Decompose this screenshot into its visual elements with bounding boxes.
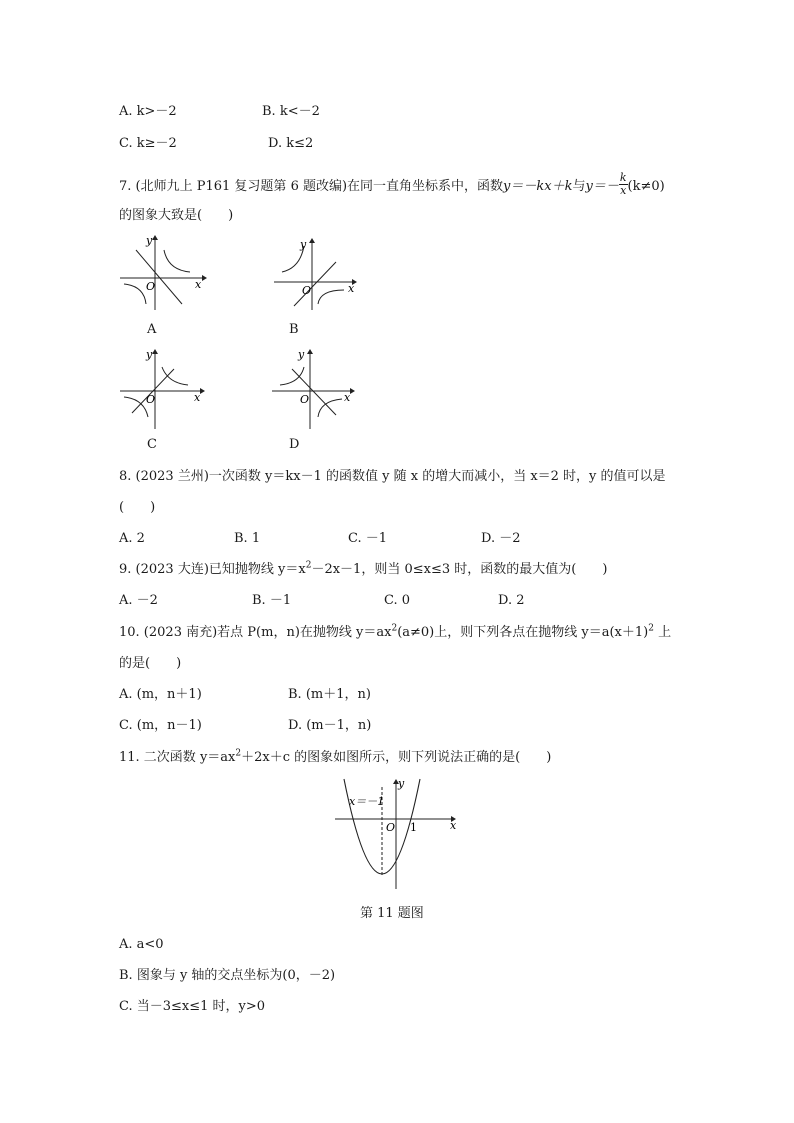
q7-a-y-label: y	[146, 234, 153, 247]
q8-option-d: D. －2	[481, 531, 521, 546]
q6-option-b: B. k<－2	[262, 104, 320, 119]
q7-fraction	[619, 172, 628, 197]
q7-cond: (k≠0)	[627, 179, 665, 194]
q6-option-d: D. k≤2	[268, 136, 314, 151]
q10-stem	[119, 625, 671, 641]
q9-stem-a: 9. (2023 大连)已知抛物线 y＝x	[119, 562, 306, 577]
q7-c-x-label: x	[194, 391, 201, 404]
q10-sup1: 2	[391, 623, 398, 634]
q11-stem-b: ＋2x＋c 的图象如图所示，则下列说法正确的是( )	[241, 750, 552, 765]
q9-option-c: C. 0	[384, 593, 411, 608]
q7-caption-c: C	[147, 437, 157, 452]
q7-c-hyperbola-upper	[162, 367, 188, 385]
q10-option-d: D. (m－1，n)	[288, 718, 372, 733]
q7-graph-b	[272, 232, 362, 312]
q6-option-c: C. k≥－2	[119, 136, 177, 151]
q7-b-hyperbola-lower	[318, 290, 344, 304]
q8-option-b: B. 1	[234, 531, 261, 546]
q9-sup: 2	[305, 560, 312, 571]
q8-option-a: A. 2	[119, 531, 145, 546]
q11-y-label: y	[398, 777, 405, 790]
q7-caption-d: D	[289, 437, 300, 452]
q7-a-origin: O	[146, 280, 156, 293]
q7-graph-d	[270, 345, 360, 430]
q10-stem-a: 10. (2023 南充)若点 P(m，n)在抛物线 y＝ax	[119, 625, 392, 640]
q8-option-c: C. －1	[348, 531, 388, 546]
q8-stem: 8. (2023 兰州)一次函数 y＝kx－1 的函数值 y 随 x 的增大而减小，当 x＝2 时，y 的值可以是	[119, 469, 666, 484]
q10-stem-c: 上	[653, 625, 672, 640]
q7-caption-b: B	[289, 322, 299, 337]
q11-origin: O	[386, 821, 396, 834]
q10-stem-b: (a≠0)上，则下列各点在抛物线 y＝a(x＋1)	[397, 625, 649, 640]
q11-option-a: A. a<0	[119, 937, 164, 952]
q9-stem-b: －2x－1，则当 0≤x≤3 时，函数的最大值为( )	[311, 562, 608, 577]
q7-a-line	[136, 250, 182, 304]
q7-b-x-label: x	[348, 282, 355, 295]
q7-c-origin: O	[146, 393, 156, 406]
q7-mid: 与	[572, 179, 586, 194]
q7-b-y-label: y	[300, 238, 307, 251]
q7-d-y-label: y	[298, 348, 305, 361]
q11-caption: 第 11 题图	[360, 906, 424, 921]
q11-stem-a: 11. 二次函数 y＝ax	[119, 750, 236, 765]
q7-frac-num: k	[619, 171, 627, 184]
q11-x-label: x	[450, 819, 457, 832]
q7-graph-a	[118, 232, 208, 312]
q7-a-hyperbola-lower	[124, 284, 146, 304]
q7-frac-den: x	[620, 184, 627, 197]
q11-option-b: B. 图象与 y 轴的交点坐标为(0，－2)	[119, 968, 336, 983]
q9-stem	[119, 562, 607, 578]
q10-sup2: 2	[648, 623, 654, 634]
q10-option-b: B. (m＋1，n)	[288, 687, 371, 702]
q11-tick-1: 1	[410, 821, 417, 834]
q11-sup: 2	[235, 748, 242, 759]
q7-b-line	[294, 262, 336, 306]
q9-option-a: A. －2	[119, 593, 158, 608]
q7-c-y-label: y	[146, 348, 153, 361]
q7-d-hyperbola-lower	[318, 399, 342, 417]
q9-option-b: B. －1	[252, 593, 292, 608]
q7-d-x-label: x	[344, 391, 351, 404]
q6-option-a: A. k>－2	[119, 104, 177, 119]
q7-source: 7. (北师九上 P161 复习题第 6 题改编)在同一直角坐标系中，函数	[119, 179, 504, 194]
q7-d-line	[292, 369, 336, 415]
q10-option-c: C. (m，n－1)	[119, 718, 202, 733]
q7-caption-a: A	[147, 322, 157, 337]
q11-axis-label: x＝－1	[349, 795, 385, 808]
q7-func1: y＝－kx＋k	[503, 179, 573, 194]
q9-option-d: D. 2	[498, 593, 525, 608]
q7-graph-c	[118, 345, 208, 430]
q7-stem	[119, 171, 665, 199]
q7-b-origin: O	[302, 284, 312, 297]
q7-a-x-label: x	[195, 278, 202, 291]
q7-line2: 的图象大致是( )	[119, 208, 234, 223]
q7-func2-prefix: y＝－	[585, 179, 619, 194]
q7-a-hyperbola-upper	[164, 250, 190, 272]
q11-option-c: C. 当－3≤x≤1 时，y>0	[119, 999, 266, 1014]
q11-stem	[119, 750, 551, 766]
q11-parabola-figure	[335, 773, 460, 893]
q10-line2: 的是( )	[119, 656, 182, 671]
q7-d-origin: O	[300, 393, 310, 406]
q10-option-a: A. (m，n＋1)	[119, 687, 202, 702]
q8-paren: ( )	[119, 500, 156, 515]
